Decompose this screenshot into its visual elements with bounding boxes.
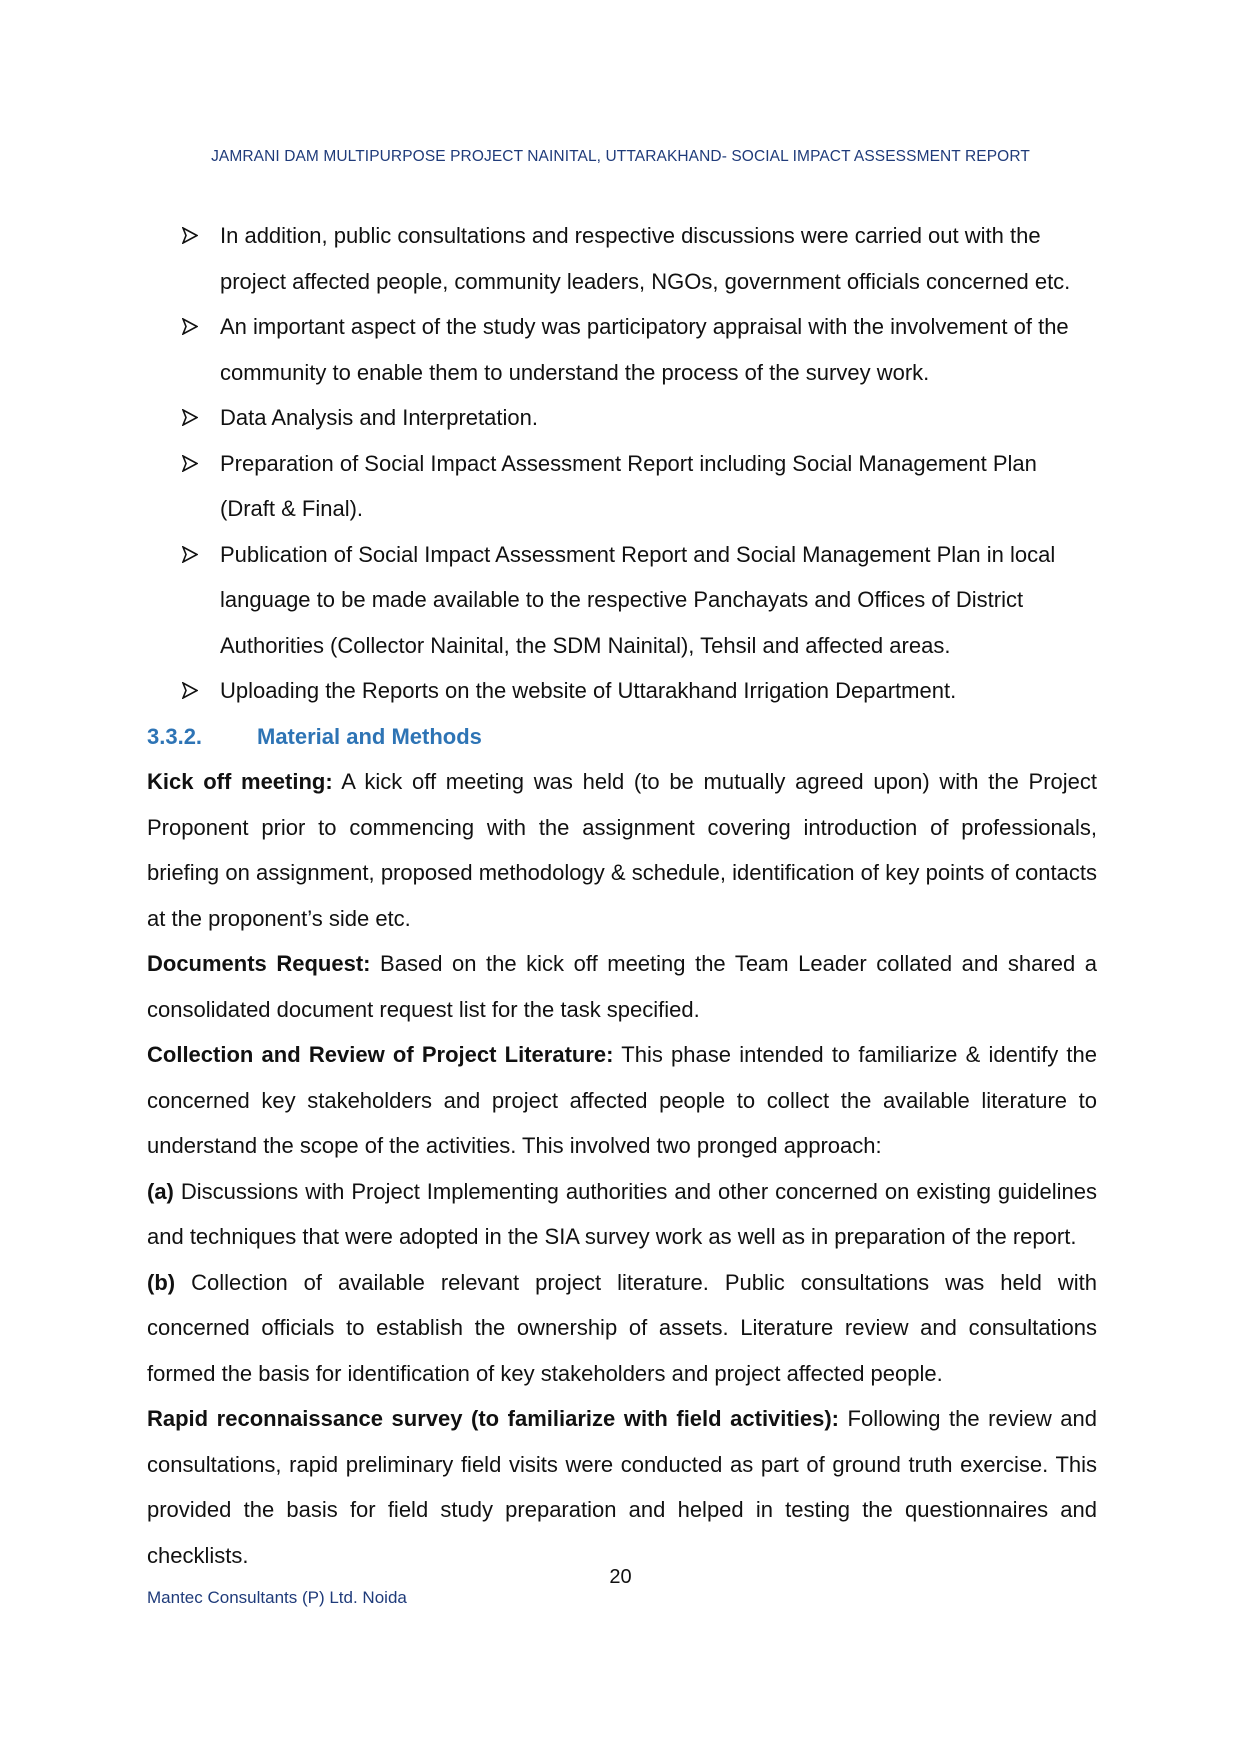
section-heading <box>147 714 1097 760</box>
list-item <box>147 395 1097 441</box>
paragraph-text: This phase intended to familiarize & identify the concerned key stakeholders and project affected people to collect the available literature to understand the scope of the activities. This involved two pronged approach: <box>147 1042 1097 1158</box>
paragraph-reconnaissance <box>147 1396 1097 1578</box>
list-item <box>147 668 1097 714</box>
paragraph-lead: Kick off meeting: <box>147 769 333 794</box>
arrow-bullet-icon <box>182 668 204 714</box>
paragraph-approach-b <box>147 1260 1097 1397</box>
bullet-text: Data Analysis and Interpretation. <box>220 405 538 430</box>
section-number: 3.3.2. <box>147 723 203 749</box>
paragraph-lead: (a) <box>147 1178 174 1204</box>
paragraph-text: A kick off meeting was held (to be mutually agreed upon) with the Project Proponent prior to commencing with the assignment covering introduction of professionals, briefing on assignment, proposed methodology & schedule, identification of key points of contacts at the proponent’s side etc. <box>147 769 1097 931</box>
running-header: JAMRANI DAM MULTIPURPOSE PROJECT NAINITAL, UTTARAKHAND- SOCIAL IMPACT ASSESSMENT REPORT <box>211 148 1030 165</box>
bullet-text: Preparation of Social Impact Assessment Report including Social Management Plan (Draft & Final). <box>220 450 1037 521</box>
paragraph-lead: (b) <box>147 1269 176 1295</box>
arrow-bullet-icon <box>182 213 204 259</box>
paragraph-kick-off <box>147 759 1097 941</box>
list-item <box>147 532 1097 669</box>
bullet-list <box>147 213 1097 714</box>
bullet-text: Publication of Social Impact Assessment Report and Social Management Plan in local language to be made available to the respective Panchayats and Offices of District Authorities (Collector Nainital, the SDM Nainital), Tehsil and affected areas. <box>220 541 1056 658</box>
bullet-text: An important aspect of the study was participatory appraisal with the involvement of the community to enable them to understand the process of the survey work. <box>220 314 1069 385</box>
paragraph-lead: Documents Request: <box>147 951 371 976</box>
paragraph-text: Discussions with Project Implementing authorities and other concerned on existing guidelines and techniques that were adopted in the SIA survey work as well as in preparation of the report. <box>147 1178 1097 1249</box>
paragraph-approach-a <box>147 1169 1097 1260</box>
arrow-bullet-icon <box>182 441 204 487</box>
arrow-bullet-icon <box>182 395 204 441</box>
paragraph-lead: Collection and Review of Project Literature: <box>147 1042 614 1067</box>
paragraph-literature-review <box>147 1032 1097 1169</box>
bullet-text: Uploading the Reports on the website of Uttarakhand Irrigation Department. <box>220 678 957 703</box>
page-number: 20 <box>609 1566 632 1588</box>
arrow-bullet-icon <box>182 532 204 578</box>
list-item <box>147 304 1097 395</box>
paragraph-text: Based on the kick off meeting the Team Leader collated and shared a consolidated document request list for the task specified. <box>147 951 1097 1022</box>
arrow-bullet-icon <box>182 304 204 350</box>
section-title: Material and Methods <box>257 723 482 749</box>
paragraph-text: Following the review and consultations, rapid preliminary field visits were conducted as part of ground truth exercise. This provided the basis for field study preparation and helped in testing the questionnaires and checklists. <box>147 1406 1097 1568</box>
paragraph-documents-request <box>147 941 1097 1032</box>
list-item <box>147 441 1097 532</box>
paragraph-lead: Rapid reconnaissance survey (to familiarize with field activities): <box>147 1406 839 1431</box>
page-content <box>147 213 1097 1578</box>
bullet-text: In addition, public consultations and respective discussions were carried out with the project affected people, community leaders, NGOs, government officials concerned etc. <box>220 223 1071 294</box>
paragraph-text: Collection of available relevant project literature. Public consultations was held with concerned officials to establish the ownership of assets. Literature review and consultations formed the basis for identification of key stakeholders and project affected people. <box>147 1269 1097 1386</box>
list-item <box>147 213 1097 304</box>
page-footer: Mantec Consultants (P) Ltd. Noida <box>147 1588 407 1607</box>
